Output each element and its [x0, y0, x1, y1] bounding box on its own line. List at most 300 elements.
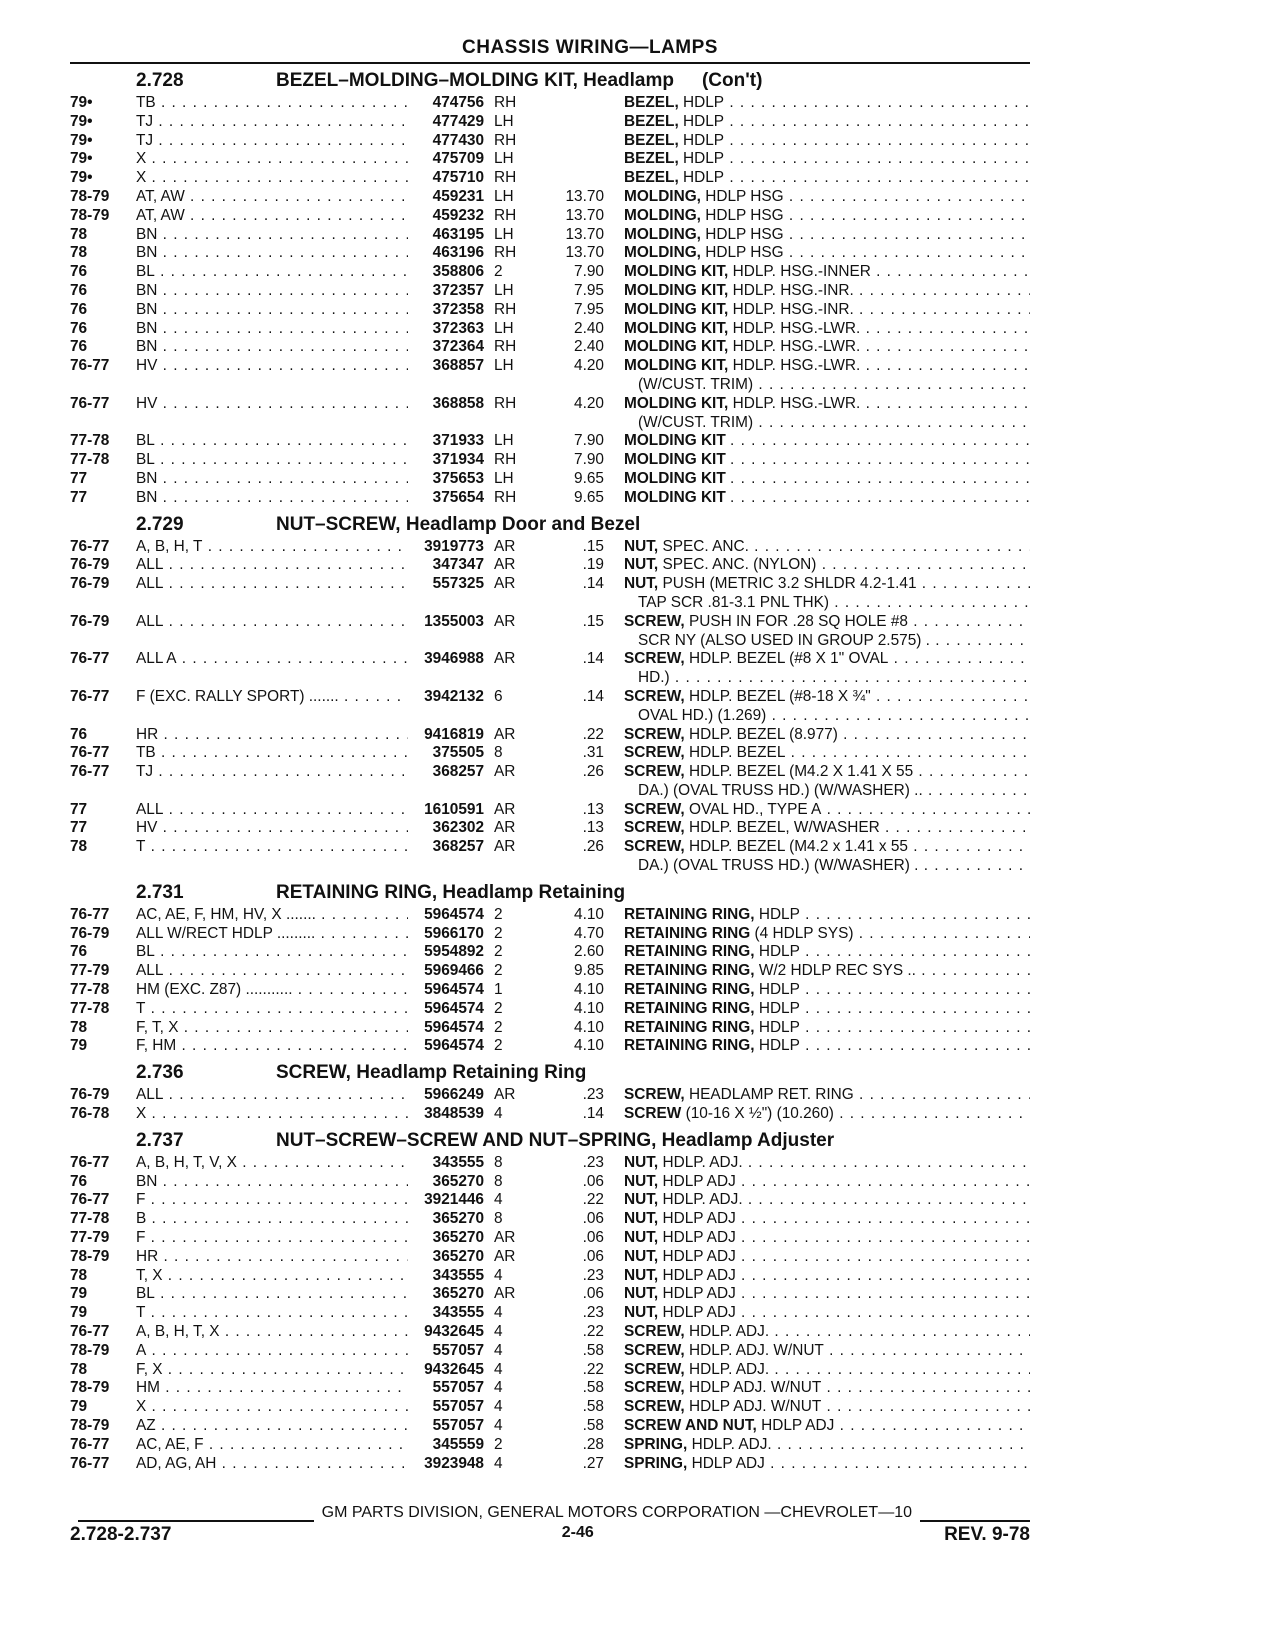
description-continuation — [624, 669, 1030, 688]
quantity: AR — [494, 1086, 516, 1104]
price: 4.10 — [574, 905, 604, 923]
footer-division: GM PARTS DIVISION, GENERAL MOTORS CORPORATION —CHEVROLET—10 — [321, 1504, 912, 1521]
quantity: 4 — [494, 1379, 503, 1397]
model-years: 77-79 — [70, 1229, 110, 1247]
description-continuation-text: (W/CUST. TRIM) — [638, 413, 754, 431]
quantity: AR — [494, 556, 516, 574]
model-codes — [136, 1455, 408, 1474]
description — [624, 94, 1030, 113]
part-row — [70, 1000, 1030, 1019]
description-continuation — [624, 632, 1030, 651]
part-number: 5966170 — [424, 924, 484, 942]
description-detail: HDLP. ADJ. — [691, 1435, 772, 1453]
model-years: 76-79 — [70, 556, 110, 574]
description-detail: SPEC. ANC. (NYLON) — [662, 556, 817, 574]
part-number: 365270 — [432, 1285, 484, 1303]
model-codes-text: ALL — [136, 575, 164, 593]
model-codes-text: AC, AE, F — [136, 1435, 204, 1453]
description-detail: (4 HDLP SYS) — [754, 924, 854, 942]
part-number: 459231 — [432, 187, 484, 205]
catalog-page — [70, 36, 1030, 1473]
empty-cell — [70, 632, 136, 651]
description-noun: SCREW, — [624, 838, 685, 856]
part-row — [70, 1248, 1030, 1267]
quantity: AR — [494, 650, 516, 668]
description-detail: HDLP. HSG.-LWR. — [732, 338, 861, 356]
part-number: 365270 — [432, 1229, 484, 1247]
part-row — [70, 169, 1030, 188]
empty-cell — [136, 669, 408, 688]
model-codes — [136, 838, 408, 857]
description-noun: SCREW, — [624, 1086, 685, 1104]
part-row — [70, 1210, 1030, 1229]
model-codes — [136, 1191, 408, 1210]
model-years: 76-77 — [70, 650, 110, 668]
quantity: RH — [494, 338, 517, 356]
model-years: 76-77 — [70, 763, 110, 781]
section-number: 2.729 — [136, 513, 184, 535]
part-number: 9416819 — [424, 725, 484, 743]
quantity: LH — [494, 112, 514, 130]
model-codes-text: HM — [136, 1379, 160, 1397]
empty-cell — [136, 707, 408, 726]
model-years: 76-77 — [70, 1323, 110, 1341]
description-detail: HDLP. BEZEL (M4.2 x 1.41 x 55 — [689, 838, 908, 856]
model-codes-text: F, X — [136, 1360, 163, 1378]
model-years: 76-77 — [70, 1191, 110, 1209]
description — [624, 1105, 1030, 1124]
model-codes — [136, 1361, 408, 1380]
price — [544, 94, 624, 113]
description-noun: RETAINING RING, — [624, 905, 755, 923]
model-codes-text: HV — [136, 394, 158, 412]
section-title-text: SCREW, Headlamp Retaining Ring — [276, 1062, 587, 1084]
empty-cell — [484, 414, 544, 433]
part-number: 368257 — [432, 763, 484, 781]
quantity: 8 — [494, 1172, 503, 1190]
price: .22 — [582, 1360, 604, 1378]
part-row — [70, 538, 1030, 557]
part-row-continuation — [70, 669, 1030, 688]
description-continuation-text: OVAL HD.) (1.269) — [638, 706, 767, 724]
quantity: RH — [494, 206, 517, 224]
description-detail: HDLP — [758, 999, 800, 1017]
model-years: 76-79 — [70, 924, 110, 942]
description — [624, 925, 1030, 944]
footer-line — [70, 1504, 1030, 1522]
description — [624, 962, 1030, 981]
section-title-text: BEZEL–MOLDING–MOLDING KIT, Headlamp — [276, 70, 674, 91]
model-years: 76-77 — [70, 394, 110, 412]
model-codes-text: HV — [136, 819, 158, 837]
description-noun: SCREW, — [624, 687, 685, 705]
description-detail: HDLP — [758, 1018, 800, 1036]
price — [544, 113, 624, 132]
price: 9.65 — [574, 469, 604, 487]
model-codes-text: A, B, H, T, X — [136, 1323, 220, 1341]
price: 7.90 — [574, 451, 604, 469]
model-years: 77 — [70, 800, 88, 818]
description — [624, 1398, 1030, 1417]
empty-cell — [544, 376, 624, 395]
footer-page-number: 2-46 — [561, 1524, 594, 1541]
part-number: 343555 — [432, 1304, 484, 1322]
quantity: AR — [494, 1229, 516, 1247]
part-number: 463195 — [432, 225, 484, 243]
section-title-text: RETAINING RING, Headlamp Retaining — [276, 881, 626, 903]
model-codes — [136, 188, 408, 207]
model-codes — [136, 395, 408, 414]
footer-rule-left — [78, 1510, 314, 1522]
description — [624, 1248, 1030, 1267]
quantity: RH — [494, 300, 517, 318]
section-title — [276, 1060, 1030, 1086]
empty-cell — [408, 782, 484, 801]
model-codes — [136, 1417, 408, 1436]
description-noun: MOLDING, — [624, 225, 701, 243]
description-detail: HDLP — [683, 94, 725, 111]
model-codes-text: X — [136, 1105, 147, 1123]
model-codes — [136, 1323, 408, 1342]
quantity: RH — [494, 451, 517, 469]
part-row — [70, 1086, 1030, 1105]
empty-cell — [70, 782, 136, 801]
price: 7.95 — [574, 300, 604, 318]
description-noun: SCREW, — [624, 612, 685, 630]
part-number: 371934 — [432, 451, 484, 469]
model-codes — [136, 94, 408, 113]
model-codes-text: BN — [136, 244, 158, 262]
quantity: 4 — [494, 1341, 503, 1359]
description-noun: SCREW, — [624, 744, 685, 762]
description-continuation — [624, 857, 1030, 876]
description-noun: NUT, — [624, 1266, 659, 1284]
part-row — [70, 838, 1030, 857]
quantity: 8 — [494, 1210, 503, 1228]
description-noun: RETAINING RING, — [624, 1018, 755, 1036]
footer-rule-right — [920, 1510, 1030, 1522]
price: .58 — [582, 1379, 604, 1397]
part-row — [70, 338, 1030, 357]
description — [624, 451, 1030, 470]
description-noun: MOLDING KIT — [624, 488, 726, 506]
model-codes — [136, 1000, 408, 1019]
footer-revision: REV. 9-78 — [944, 1524, 1030, 1545]
model-codes-text: X — [136, 1398, 147, 1416]
model-years: 78 — [70, 838, 88, 856]
model-codes — [136, 575, 408, 594]
empty-cell — [136, 857, 408, 876]
price: .15 — [582, 612, 604, 630]
model-codes-text: AT, AW — [136, 187, 185, 205]
description-detail: HDLP HSG — [705, 187, 784, 205]
price: .06 — [582, 1172, 604, 1190]
model-codes — [136, 1436, 408, 1455]
section-header — [70, 68, 1030, 94]
part-row — [70, 207, 1030, 226]
part-row-continuation — [70, 376, 1030, 395]
quantity: LH — [494, 469, 514, 487]
model-codes — [136, 1398, 408, 1417]
part-row — [70, 819, 1030, 838]
model-codes — [136, 169, 408, 188]
empty-cell — [484, 782, 544, 801]
model-codes-text: HV — [136, 357, 158, 375]
part-row — [70, 801, 1030, 820]
part-row — [70, 1455, 1030, 1474]
section-continued: (Con't) — [701, 70, 763, 91]
model-years: 77-78 — [70, 432, 110, 450]
quantity: 2 — [494, 905, 503, 923]
price: .26 — [582, 838, 604, 856]
model-codes — [136, 538, 408, 557]
description-noun: SCREW, — [624, 1323, 685, 1341]
price: .19 — [582, 556, 604, 574]
model-years: 77-78 — [70, 451, 110, 469]
empty-cell — [136, 594, 408, 613]
description-detail: HDLP ADJ — [662, 1210, 736, 1228]
description-noun: NUT, — [624, 1304, 659, 1322]
model-codes-text: AT, AW — [136, 206, 185, 224]
model-years: 76 — [70, 1172, 88, 1190]
description — [624, 1267, 1030, 1286]
description-noun: NUT, — [624, 1229, 659, 1247]
model-codes-text: T, X — [136, 1266, 163, 1284]
model-years: 77 — [70, 819, 88, 837]
part-row — [70, 1342, 1030, 1361]
price — [544, 150, 624, 169]
description-noun: NUT, — [624, 537, 659, 555]
empty-cell — [484, 669, 544, 688]
description-noun: MOLDING KIT — [624, 432, 726, 450]
part-number: 3921446 — [424, 1191, 484, 1209]
quantity: RH — [494, 169, 517, 187]
price: .22 — [582, 1323, 604, 1341]
price: .27 — [582, 1454, 604, 1472]
empty-cell — [70, 669, 136, 688]
description-detail: PUSH IN FOR .28 SQ HOLE #8 — [689, 612, 908, 630]
description — [624, 1436, 1030, 1455]
quantity: 4 — [494, 1417, 503, 1434]
model-codes-text: HM (EXC. Z87) ........... — [136, 981, 293, 999]
model-codes-text: F, T, X — [136, 1018, 179, 1036]
description — [624, 838, 1030, 857]
model-codes-text: A, B, H, T — [136, 537, 203, 555]
description-noun: MOLDING KIT, — [624, 281, 729, 299]
model-codes-text: BN — [136, 300, 158, 318]
description-detail: HDLP. ADJ. — [689, 1360, 770, 1378]
description — [624, 538, 1030, 557]
part-number: 365270 — [432, 1247, 484, 1265]
quantity: RH — [494, 488, 517, 506]
part-number: 475709 — [432, 150, 484, 168]
model-years: 76-78 — [70, 1105, 110, 1123]
price: 4.10 — [574, 999, 604, 1017]
quantity: LH — [494, 150, 514, 168]
empty-cell — [136, 414, 408, 433]
empty-cell — [408, 669, 484, 688]
model-codes — [136, 244, 408, 263]
part-number: 362302 — [432, 819, 484, 837]
part-number: 557057 — [432, 1398, 484, 1416]
description-detail: HDLP ADJ — [691, 1454, 765, 1472]
model-codes — [136, 1342, 408, 1361]
section-number: 2.731 — [136, 881, 184, 903]
model-codes — [136, 489, 408, 508]
description — [624, 1323, 1030, 1342]
model-codes-text: B — [136, 1210, 147, 1228]
quantity: AR — [494, 725, 516, 743]
quantity: 4 — [494, 1454, 503, 1472]
section-title-text: NUT–SCREW, Headlamp Door and Bezel — [276, 513, 641, 535]
empty-cell — [544, 632, 624, 651]
part-row — [70, 94, 1030, 113]
price: .58 — [582, 1417, 604, 1434]
description — [624, 1361, 1030, 1380]
part-number: 375505 — [432, 744, 484, 762]
section-title — [276, 512, 1030, 538]
price: 9.85 — [574, 962, 604, 980]
description-noun: MOLDING KIT — [624, 469, 726, 487]
part-row — [70, 726, 1030, 745]
model-codes — [136, 1210, 408, 1229]
quantity: 2 — [494, 1037, 503, 1055]
description-detail: HDLP — [683, 131, 725, 149]
part-row — [70, 132, 1030, 151]
description-noun: SCREW, — [624, 819, 685, 837]
model-years: 79 — [70, 1285, 88, 1303]
price: 13.70 — [565, 187, 604, 205]
part-number: 365270 — [432, 1210, 484, 1228]
part-number: 557057 — [432, 1341, 484, 1359]
model-codes-text: HR — [136, 725, 159, 743]
description — [624, 1417, 1030, 1436]
model-codes — [136, 943, 408, 962]
page-footer — [70, 1504, 1030, 1546]
description — [624, 207, 1030, 226]
model-years: 78-79 — [70, 1247, 110, 1265]
part-row-continuation — [70, 594, 1030, 613]
model-codes — [136, 556, 408, 575]
part-number: 3848539 — [424, 1105, 484, 1123]
part-number: 372358 — [432, 300, 484, 318]
price: .13 — [582, 819, 604, 837]
description — [624, 1173, 1030, 1192]
model-codes — [136, 113, 408, 132]
part-row — [70, 906, 1030, 925]
part-number: 343555 — [432, 1266, 484, 1284]
model-codes-text: F — [136, 1229, 146, 1247]
part-number: 475710 — [432, 169, 484, 187]
description — [624, 1304, 1030, 1323]
quantity: 6 — [494, 687, 503, 705]
description-detail: HDLP. BEZEL (#8 X 1" OVAL — [689, 650, 889, 668]
part-row — [70, 489, 1030, 508]
part-number: 474756 — [432, 94, 484, 111]
description-noun: MOLDING, — [624, 244, 701, 262]
description-continuation — [624, 707, 1030, 726]
part-row — [70, 1323, 1030, 1342]
model-codes — [136, 1019, 408, 1038]
part-number: 5954892 — [424, 943, 484, 961]
section-title-text: NUT–SCREW–SCREW AND NUT–SPRING, Headlamp Adjuster — [276, 1129, 835, 1151]
quantity: RH — [494, 394, 517, 412]
description-continuation-text: SCR NY (ALSO USED IN GROUP 2.575) . — [638, 631, 930, 649]
model-years: 77-78 — [70, 999, 110, 1017]
part-row — [70, 470, 1030, 489]
model-codes — [136, 282, 408, 301]
model-years: 79• — [70, 94, 93, 111]
description — [624, 1342, 1030, 1361]
quantity: RH — [494, 94, 517, 111]
price: 2.60 — [574, 943, 604, 961]
empty-cell — [484, 707, 544, 726]
description-noun: BEZEL, — [624, 150, 679, 168]
price: .06 — [582, 1247, 604, 1265]
description — [624, 613, 1030, 632]
description — [624, 1379, 1030, 1398]
model-codes-text: X — [136, 169, 147, 187]
model-codes-text: TJ — [136, 131, 154, 149]
empty-cell — [408, 594, 484, 613]
price: .06 — [582, 1229, 604, 1247]
quantity: 4 — [494, 1191, 503, 1209]
part-row — [70, 150, 1030, 169]
empty-cell — [408, 707, 484, 726]
description — [624, 906, 1030, 925]
price: 4.10 — [574, 981, 604, 999]
part-row-continuation — [70, 782, 1030, 801]
description — [624, 113, 1030, 132]
part-number: 557325 — [432, 575, 484, 593]
part-row — [70, 943, 1030, 962]
description — [624, 150, 1030, 169]
footer-meta — [70, 1524, 1030, 1546]
quantity: RH — [494, 244, 517, 262]
quantity: 2 — [494, 999, 503, 1017]
part-row — [70, 763, 1030, 782]
part-number: 5964574 — [424, 1037, 484, 1055]
description-continuation — [624, 414, 1030, 433]
quantity: LH — [494, 319, 514, 337]
part-row — [70, 357, 1030, 376]
model-codes — [136, 744, 408, 763]
description-continuation-text: TAP SCR .81-3.1 PNL THK) — [638, 593, 830, 611]
section-title — [276, 1128, 1030, 1154]
model-codes — [136, 1173, 408, 1192]
part-row — [70, 613, 1030, 632]
model-codes-text: T — [136, 999, 146, 1017]
model-years: 78 — [70, 1018, 88, 1036]
empty-cell — [70, 414, 136, 433]
model-codes — [136, 263, 408, 282]
model-years: 76 — [70, 300, 88, 318]
part-row-continuation — [70, 414, 1030, 433]
section-header — [70, 512, 1030, 538]
description-detail: HDLP — [683, 169, 725, 187]
model-codes-text: A, B, H, T, V, X — [136, 1153, 237, 1171]
model-codes-text: X — [136, 150, 147, 168]
model-codes-text: ALL A — [136, 650, 177, 668]
model-codes — [136, 132, 408, 151]
description-noun: NUT, — [624, 575, 659, 593]
empty-cell — [544, 707, 624, 726]
part-number: 343555 — [432, 1153, 484, 1171]
model-years: 76 — [70, 263, 88, 281]
description-noun: NUT, — [624, 1247, 659, 1265]
description — [624, 132, 1030, 151]
price: .06 — [582, 1285, 604, 1303]
